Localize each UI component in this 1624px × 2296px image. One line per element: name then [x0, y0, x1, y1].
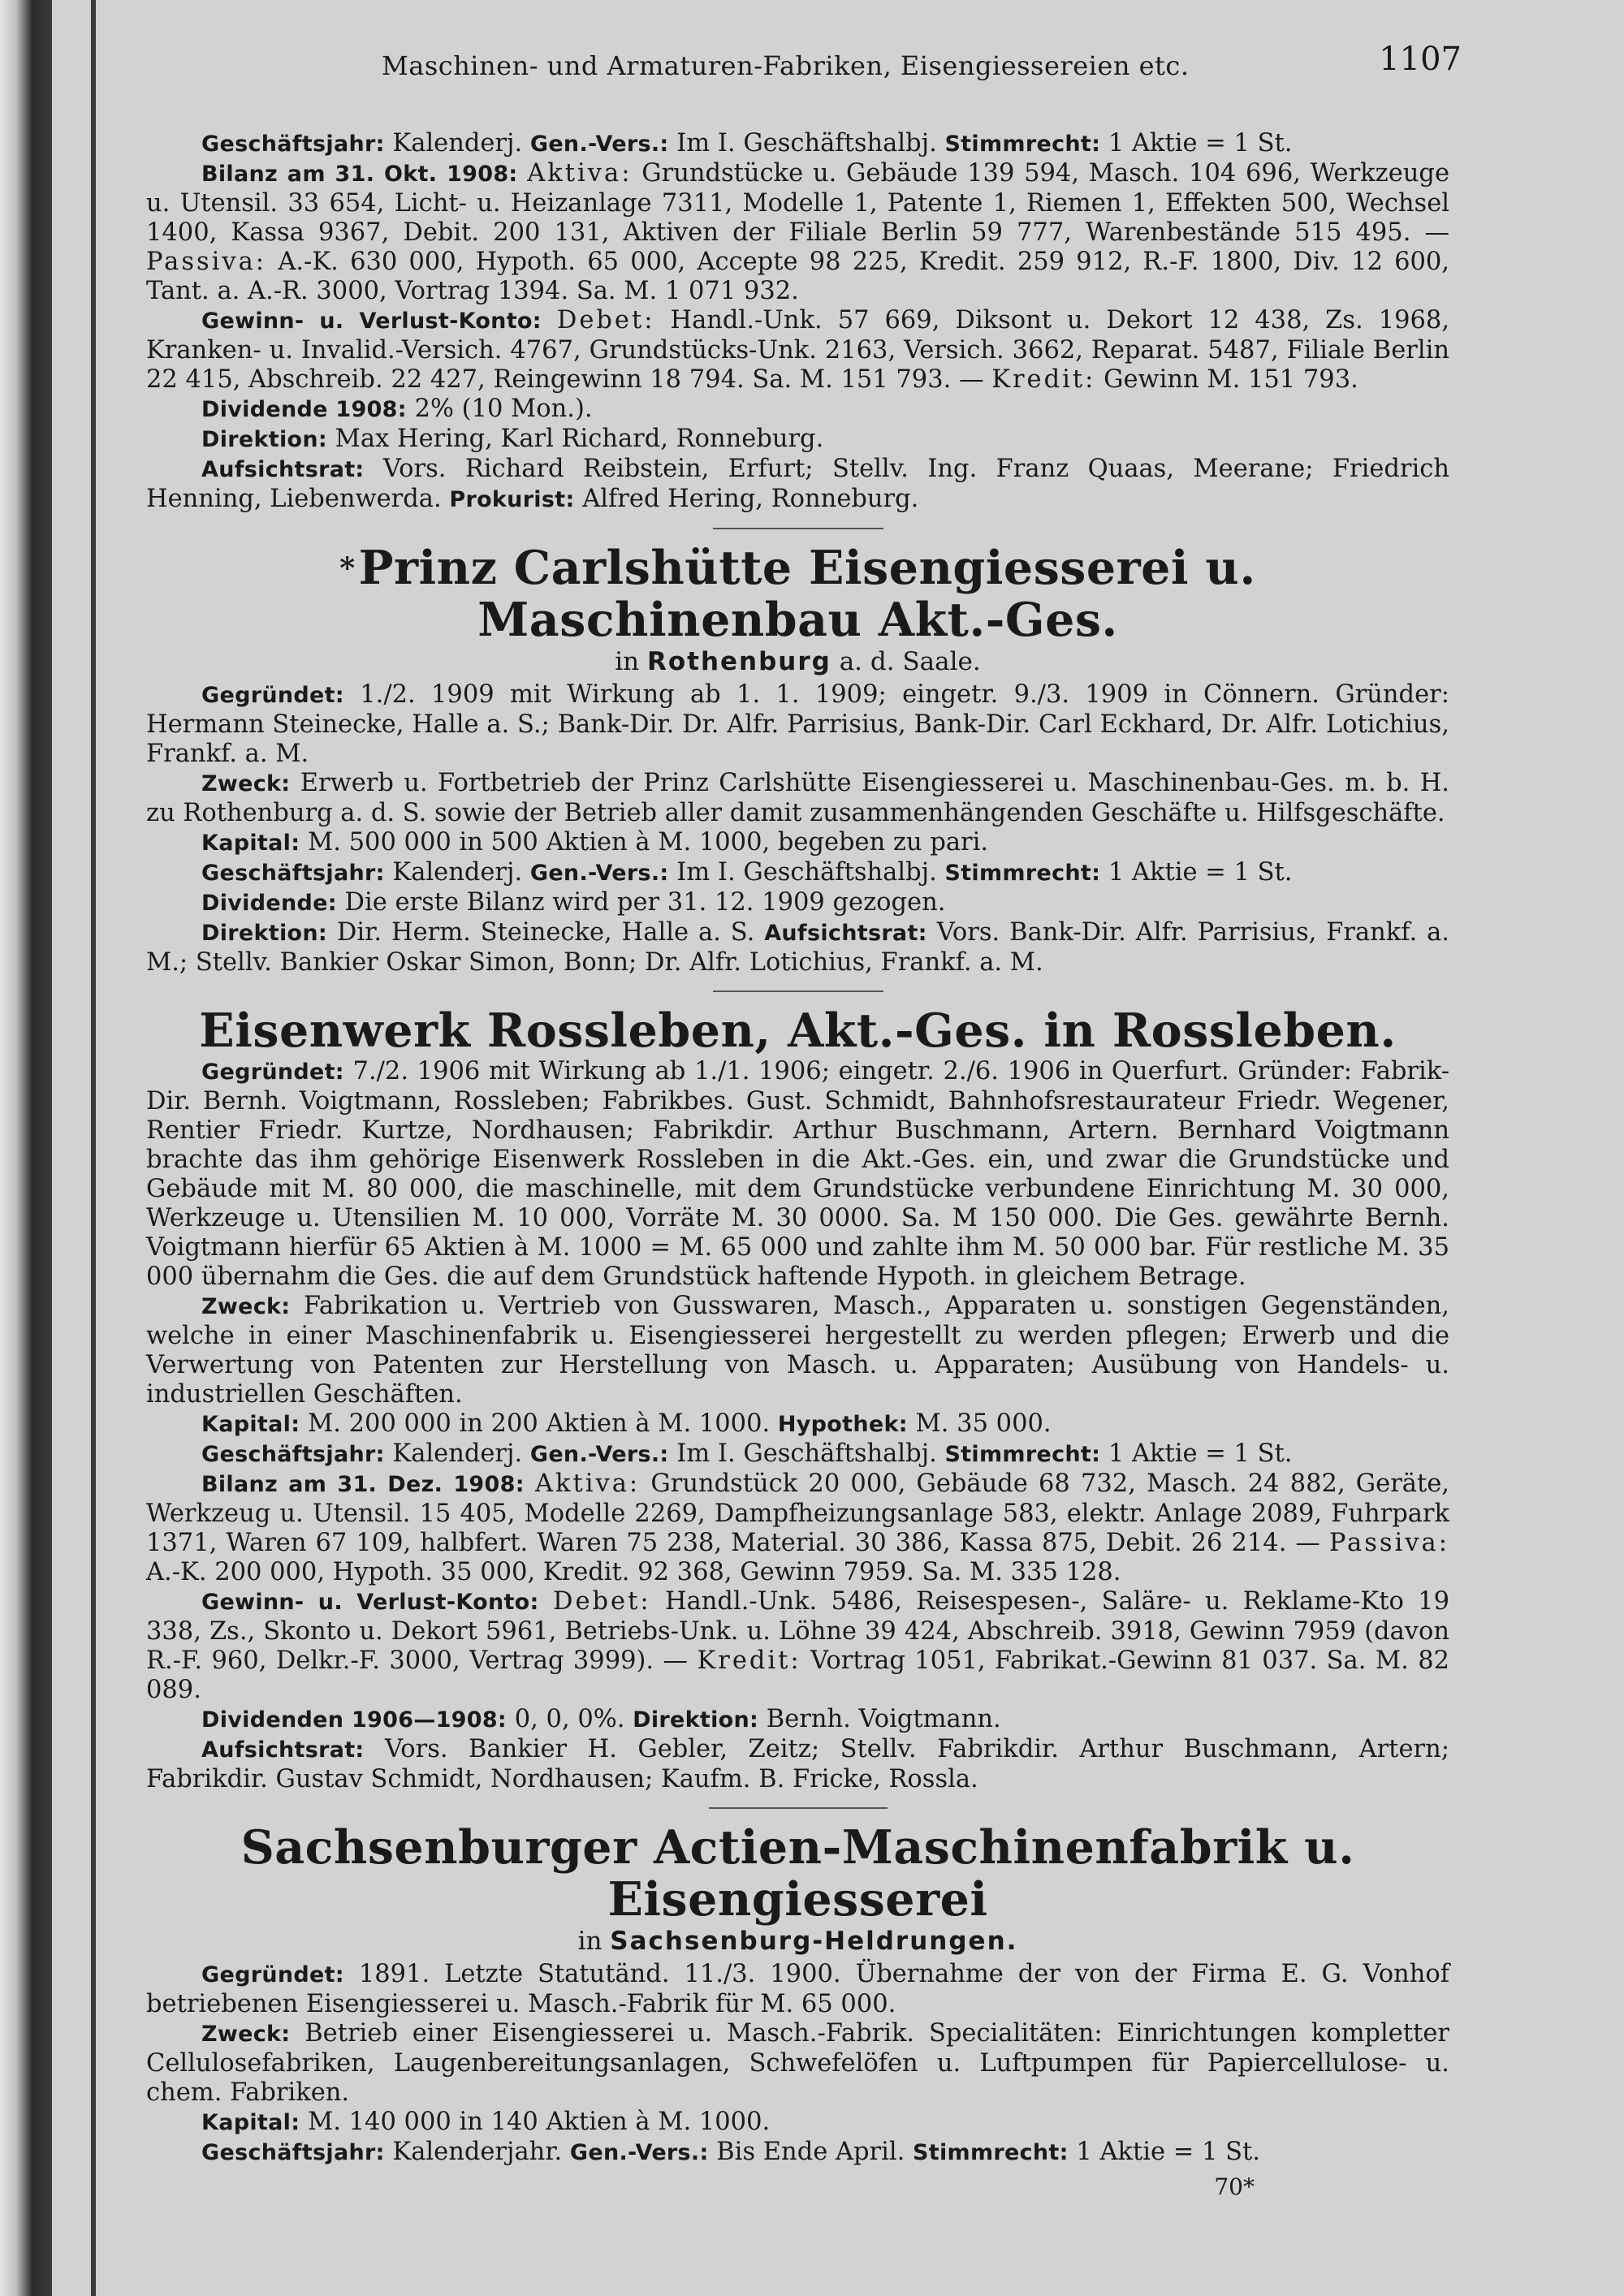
dividende-line — [146, 888, 1449, 918]
text-direktion: Dir. Herm. Steinecke, Halle a. S. — [326, 918, 765, 947]
company-title: Sachsenburger Actien-Maschinenfabrik u. Eisengiesserei — [240, 1820, 1355, 1927]
kapital-line — [146, 828, 1449, 858]
label-dividende: Dividende 1908: — [201, 397, 407, 422]
fiscal-line — [146, 858, 1449, 888]
text-prokurist: Alfred Hering, Ronneburg. — [574, 485, 919, 513]
bilanz-paragraph — [146, 159, 1449, 306]
label-dividenden: Dividenden 1906—1908: — [201, 1707, 508, 1733]
text-zweck: Fabrikation u. Vertrieb von Gusswaren, Masch., Apparaten u. sonstigen Gegenständen, welche in einer Maschinenfabrik u. Eisengiesserei hergestellt zu werden pflegen; Erwerb und die Verwertung von Patenten zur Herstellung von Masch. u. Apparaten; Ausübung von Handels- u. industriellen Geschäften. — [146, 1292, 1449, 1409]
label-gegruendet: Gegründet: — [201, 683, 344, 708]
label-direktion: Direktion: — [633, 1707, 759, 1733]
entry-prinz-carlshuette — [146, 542, 1449, 978]
text-gegruendet: 7./2. 1906 mit Wirkung ab 1./1. 1906; eingetr. 2./6. 1906 in Querfurt. Gründer: Fabrik-Dir. Bernh. Voigtmann, Rossleben; Fabrikbes. Gust. Schmidt, Bahnhofsrestaurateur Friedr. Wegener, Rentier Friedr. Kurtze, Nordhausen; Fabrikdir. Arthur Buschmann, Artern. Bernhard Voigtmann brachte das ihm gehörige Eisenwerk Rossleben in die Akt.-Ges. ein, und zwar die Grundstücke und Gebäude mit M. 80 000, die maschinelle, mit dem Grundstücke verbundene Einrichtung M. 30 000, Werkzeuge u. Utensilien M. 10 000, Vorräte M. 30 0000. Sa. M 150 000. Die Ges. gewährte Bernh. Voigtmann hierfür 65 Aktien à M. 1000 = M. 65 000 und zahlte ihm M. 50 000 bar. Für restliche M. 35 000 übernahm die Ges. die auf dem Grundstück haftende Hypoth. in gleichem Betrage. — [146, 1057, 1449, 1291]
text-aufsichtsrat: Vors. Richard Reibstein, Erfurt; Stellv. Ing. Franz Quaas, Meerane; Friedrich Henning, Liebenwerda. — [146, 455, 1449, 513]
text-genvers: Im I. Geschäftshalbj. — [668, 1439, 945, 1468]
kapital-line — [146, 1409, 1449, 1439]
location-city: Rothenburg — [646, 647, 831, 676]
page-number: 1107 — [1379, 41, 1462, 78]
label-bilanz: Bilanz am 31. Okt. 1908: — [201, 162, 518, 187]
direktion-aufsichtsrat-paragraph — [146, 918, 1449, 978]
location-prefix: in — [615, 647, 647, 676]
location-city: Sachsenburg-Heldrungen. — [610, 1927, 1018, 1956]
text-aktiva: Grundstücke u. Gebäude 139 594, Masch. 104 696, Werkzeuge u. Utensil. 33 654, Licht- u. Heizanlage 7311, Modelle 1, Patente 1, Riemen 1, Effekten 500, Wechsel 1400, Kassa 9367, Debit. 200 131, Aktiven der Filiale Berlin 59 777, Warenbestände 515 495. — — [146, 159, 1449, 247]
text-geschaeftsjahr: Kalenderjahr. — [384, 2138, 570, 2166]
label-kapital: Kapital: — [201, 2110, 300, 2135]
direktion-line — [146, 425, 1449, 455]
book-gutter-line — [91, 0, 96, 2296]
text-zweck: Erwerb u. Fortbetrieb der Prinz Carlshütte Eisengiesserei u. Maschinenbau-Ges. m. b. H. zu Rothenburg a. d. S. sowie der Betrieb aller damit zusammenhängenden Geschäfte u. Hilfsgeschäfte. — [146, 769, 1449, 827]
label-hypothek: Hypothek: — [777, 1412, 908, 1437]
gegruendet-paragraph — [146, 1057, 1449, 1292]
text-genvers: Bis Ende April. — [708, 2138, 913, 2166]
asterisk-marker: * — [339, 551, 356, 585]
signature-mark: 70* — [1214, 2173, 1255, 2200]
text-kredit: Vortrag 1051, Fabrikat.-Gewinn 81 037. Sa. M. 82 089. — [146, 1646, 1450, 1704]
label-stimmrecht: Stimmrecht: — [944, 861, 1101, 886]
text-stimmrecht: 1 Aktie = 1 St. — [1100, 858, 1293, 887]
text-dividende: 2% (10 Mon.). — [406, 395, 593, 423]
section-divider — [709, 1807, 888, 1809]
label-stimmrecht: Stimmrecht: — [944, 132, 1101, 157]
running-head-title: Maschinen- und Armaturen-Fabriken, Eisengiessereien etc. — [382, 50, 1190, 81]
label-genvers: Gen.-Vers.: — [529, 1442, 669, 1467]
dividende-line — [146, 395, 1449, 425]
label-dividende: Dividende: — [201, 891, 337, 916]
label-genvers: Gen.-Vers.: — [529, 861, 669, 886]
label-stimmrecht: Stimmrecht: — [944, 1442, 1101, 1467]
label-gegruendet: Gegründet: — [201, 1962, 344, 1987]
aufsichtsrat-paragraph — [146, 1735, 1449, 1794]
text-genvers: Im I. Geschäftshalbj. — [668, 129, 945, 158]
label-debet: Debet: — [553, 1587, 651, 1616]
section-divider — [713, 528, 883, 529]
text-passiva: A.-K. 630 000, Hypoth. 65 000, Accepte 98 225, Kredit. 259 912, R.-F. 1800, Div. 12 600, Tant. a. A.-R. 3000, Vortrag 1394. Sa. M. 1 071 932. — [146, 248, 1449, 305]
zweck-paragraph — [146, 769, 1449, 828]
text-dividenden: 0, 0, 0%. — [507, 1705, 633, 1733]
label-geschaeftsjahr: Geschäftsjahr: — [201, 1442, 385, 1467]
label-kredit: Kredit: — [991, 365, 1096, 394]
label-genvers: Gen.-Vers.: — [569, 2140, 709, 2165]
label-guv: Gewinn- u. Verlust-Konto: — [201, 1590, 539, 1615]
section-divider — [713, 990, 883, 992]
text-kredit: Gewinn M. 151 793. — [1095, 365, 1358, 394]
entry-continuation — [146, 129, 1449, 515]
text-zweck: Betrieb einer Eisengiesserei u. Masch.-Fabrik. Specialitäten: Einrichtungen kompletter Cellulosefabriken, Laugenbereitungsanlagen, Schwefelöfen u. Luftpumpen für Papiercellulose- u. chem. Fabriken. — [146, 2019, 1449, 2107]
kapital-line — [146, 2108, 1449, 2138]
label-kapital: Kapital: — [201, 1412, 300, 1437]
gegruendet-paragraph — [146, 680, 1449, 769]
text-gegruendet: 1891. Letzte Statutänd. 11./3. 1900. Übernahme der von der Firma E. G. Vonhof betriebenen Eisengiesserei u. Masch.-Fabrik für M. 65 000. — [146, 1960, 1449, 2018]
label-guv: Gewinn- u. Verlust-Konto: — [201, 309, 542, 334]
text-debet: Handl.-Unk. 5486, Reisespesen-, Saläre- u. Reklame-Kto 19 338, Zs., Skonto u. Dekort 5961, Betriebs-Unk. u. Löhne 39 424, Abschreib. 3918, Gewinn 7959 (davon R.-F. 960, Delkr.-F. 3000, Vertrag 3999). — — [146, 1587, 1449, 1675]
company-title — [146, 542, 1449, 646]
label-geschaeftsjahr: Geschäftsjahr: — [201, 2140, 385, 2165]
text-hypothek: M. 35 000. — [907, 1409, 1052, 1438]
guv-paragraph — [146, 1587, 1449, 1705]
label-geschaeftsjahr: Geschäftsjahr: — [201, 861, 385, 886]
text-direktion: Max Hering, Karl Richard, Ronneburg. — [326, 425, 824, 453]
company-location — [146, 1926, 1449, 1957]
text-geschaeftsjahr: Kalenderj. — [384, 858, 530, 887]
dividenden-direktion-line — [146, 1705, 1449, 1735]
text-debet: Handl.-Unk. 57 669, Diksont u. Dekort 12 438, Zs. 1968, Kranken- u. Invalid.-Versich. 4767, Grundstücks-Unk. 2163, Versich. 3662, Reparat. 5487, Filiale Berlin 22 415, Abschreib. 22 427, Reingewinn 18 794. Sa. M. 151 793. — — [146, 306, 1450, 394]
guv-paragraph — [146, 306, 1449, 395]
label-direktion: Direktion: — [201, 921, 327, 946]
text-stimmrecht: 1 Aktie = 1 St. — [1100, 129, 1293, 158]
text-kapital: M. 140 000 in 140 Aktien à M. 1000. — [300, 2108, 771, 2136]
label-stimmrecht: Stimmrecht: — [913, 2140, 1069, 2165]
label-prokurist: Prokurist: — [449, 487, 575, 512]
label-zweck: Zweck: — [201, 1294, 291, 1319]
company-location — [146, 646, 1449, 677]
aufsichtsrat-paragraph — [146, 455, 1449, 515]
text-aufsichtsrat: Vors. Bankier H. Gebler, Zeitz; Stellv. Fabrikdir. Arthur Buschmann, Artern; Fabrikdir. Gustav Schmidt, Nordhausen; Kaufm. B. Fricke, Rossla. — [146, 1735, 1449, 1793]
label-aufsichtsrat: Aufsichtsrat: — [201, 457, 365, 482]
location-prefix: in — [577, 1927, 611, 1956]
label-passiva: Passiva: — [1328, 1529, 1449, 1557]
text-kapital: M. 500 000 in 500 Aktien à M. 1000, begeben zu pari. — [300, 828, 989, 857]
label-zweck: Zweck: — [201, 771, 291, 796]
text-aktiva: Grundstück 20 000, Gebäude 68 732, Masch. 24 882, Geräte, Werkzeug u. Utensil. 15 405, Modelle 2269, Dampfheizungsanlage 583, elektr. Anlage 2089, Fuhrpark 1371, Waren 67 109, halbfert. Waren 75 238, Material. 30 386, Kassa 875, Debit. 26 214. — — [146, 1470, 1449, 1557]
label-kredit: Kredit: — [697, 1646, 801, 1675]
label-bilanz: Bilanz am 31. Dez. 1908: — [201, 1472, 525, 1497]
label-kapital: Kapital: — [201, 831, 300, 856]
text-passiva: A.-K. 200 000, Hypoth. 35 000, Kredit. 92 368, Gewinn 7959. Sa. M. 335 128. — [146, 1558, 1121, 1586]
company-title: Eisenwerk Rossleben, Akt.-Ges. in Rossleben. — [199, 1003, 1397, 1058]
fiscal-line — [146, 1439, 1449, 1470]
entry-sachsenburger — [146, 1822, 1449, 2168]
text-genvers: Im I. Geschäftshalbj. — [668, 858, 945, 887]
zweck-paragraph — [146, 1292, 1449, 1409]
text-dividende: Die erste Bilanz wird per 31. 12. 1909 gezogen. — [336, 888, 946, 917]
text-stimmrecht: 1 Aktie = 1 St. — [1068, 2138, 1260, 2166]
label-gegruendet: Gegründet: — [201, 1060, 344, 1085]
company-title-text: Prinz Carlshütte Eisengiesserei u. Maschinenbau Akt.-Ges. — [358, 541, 1256, 647]
fiscal-line — [146, 2138, 1449, 2168]
book-gutter-shadow — [0, 0, 52, 2296]
text-direktion: Bernh. Voigtmann. — [758, 1705, 1001, 1733]
label-aufsichtsrat: Aufsichtsrat: — [764, 921, 927, 946]
label-geschaeftsjahr: Geschäftsjahr: — [201, 132, 385, 157]
text-geschaeftsjahr: Kalenderj. — [384, 129, 530, 158]
text-gegruendet: 1./2. 1909 mit Wirkung ab 1. 1. 1909; eingetr. 9./3. 1909 in Cönnern. Gründer: Hermann Steinecke, Halle a. S.; Bank-Dir. Dr. Alfr. Parrisius, Bank-Dir. Carl Eckhard, Dr. Alfr. Lotichius, Frankf. a. M. — [146, 680, 1449, 768]
label-aktiva: Aktiva: — [534, 1470, 641, 1498]
label-zweck: Zweck: — [201, 2022, 291, 2047]
text-geschaeftsjahr: Kalenderj. — [384, 1439, 530, 1468]
label-genvers: Gen.-Vers.: — [529, 132, 669, 157]
label-passiva: Passiva: — [146, 248, 267, 276]
label-debet: Debet: — [556, 306, 655, 334]
label-direktion: Direktion: — [201, 427, 327, 452]
text-stimmrecht: 1 Aktie = 1 St. — [1100, 1439, 1293, 1468]
entry-eisenwerk-rossleben — [146, 1005, 1449, 1794]
document-page — [146, 41, 1462, 2202]
gegruendet-paragraph — [146, 1960, 1449, 2019]
running-head — [146, 41, 1462, 93]
zweck-paragraph — [146, 2019, 1449, 2108]
label-aktiva: Aktiva: — [527, 159, 633, 188]
text-aufsichtsrat: Vors. Bank-Dir. Alfr. Parrisius, Frankf. a. M.; Stellv. Bankier Oskar Simon, Bonn; Dr. Alfr. Lotichius, Frankf. a. M. — [146, 918, 1449, 977]
location-suffix: a. d. Saale. — [831, 647, 981, 676]
bilanz-paragraph — [146, 1470, 1449, 1587]
fiscal-line — [146, 129, 1449, 159]
label-aufsichtsrat: Aufsichtsrat: — [201, 1737, 365, 1763]
text-kapital: M. 200 000 in 200 Aktien à M. 1000. — [300, 1409, 778, 1438]
